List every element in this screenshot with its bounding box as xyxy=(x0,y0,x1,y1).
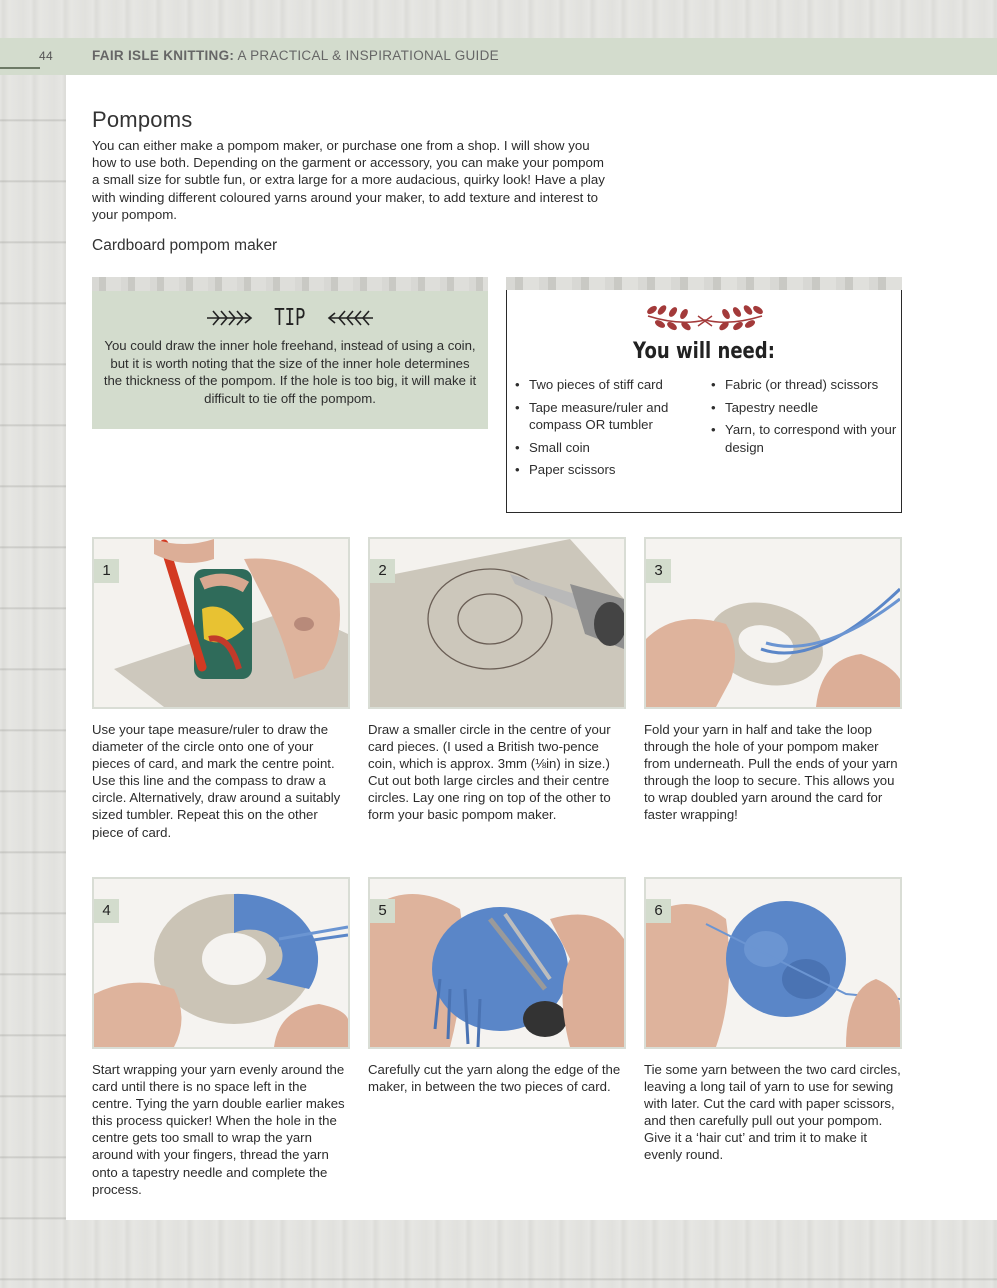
step-3-photo xyxy=(644,537,902,709)
step-6-illustration xyxy=(646,879,900,1047)
need-item: • Tape measure/ruler and compass OR tumbler xyxy=(515,399,700,434)
step-1-text: Use your tape measure/ruler to draw the diameter of the circle onto one of your pieces of card, and mark the centre point. Use this line and the compass to draw a circle. Alternatively, draw around a suitably sized tumbler. Repeat this on the other piece of card. xyxy=(92,722,341,840)
subsection-title: Cardboard pompom maker xyxy=(92,237,278,254)
step-number: 4 xyxy=(94,899,119,923)
step-4-text: Start wrapping your yarn evenly around the card until there is no space left in the centre. Tying the yarn double earlier makes this process quicker! When the hole in the centre gets too small to wrap the yarn around with your fingers, thread the yarn onto a tapestry needle and complete the process. xyxy=(92,1062,345,1197)
step-2-text: Draw a smaller circle in the centre of your card pieces. (I used a British two-pence coin, which is approx. 3mm (⅛in) in size.) Cut out both large circles and their centre circles. Lay one ring on top of the other to form your basic pompom maker. xyxy=(368,722,611,823)
running-title xyxy=(92,48,499,63)
arrow-right-icon xyxy=(327,308,375,328)
step-number: 2 xyxy=(370,559,395,583)
step-5-illustration xyxy=(370,879,624,1047)
need-list-left xyxy=(515,376,700,484)
step-number: 3 xyxy=(646,559,671,583)
running-title-bold: FAIR ISLE KNITTING: xyxy=(92,48,235,63)
step-1-illustration xyxy=(94,539,348,707)
tip-wood-strip xyxy=(92,277,488,291)
step-number: 5 xyxy=(370,899,395,923)
step-2-photo xyxy=(368,537,626,709)
step-6-text: Tie some yarn between the two card circles, leaving a long tail of yarn to use for sewing with later. Cut the card with paper scissors, and then carefully pull out your pompom. Give it a ‘hair cut’ and trim it to make it evenly round. xyxy=(644,1062,901,1163)
intro-paragraph: You can either make a pompom maker, or purchase one from a shop. I will show you how to use both. Depending on the garment or accessory, you can make your pompom a small size for subtle fun, or extra large for a more audacious, quirky look! Have a play with winding different coloured yarns around your maker, to add texture and interest to your pompom. xyxy=(92,138,605,222)
tip-label: TIP xyxy=(274,305,306,331)
need-item: • Yarn, to correspond with your design xyxy=(711,421,901,456)
you-will-need-title: You will need: xyxy=(633,339,775,364)
step-number: 1 xyxy=(94,559,119,583)
need-item: • Paper scissors xyxy=(515,461,700,479)
step-5-photo xyxy=(368,877,626,1049)
step-4-photo xyxy=(92,877,350,1049)
header-rule xyxy=(0,67,40,69)
step-6-photo xyxy=(644,877,902,1049)
need-item: • Tapestry needle xyxy=(711,399,901,417)
step-2-illustration xyxy=(370,539,624,707)
arrow-left-icon xyxy=(205,308,253,328)
tip-heading xyxy=(112,302,468,334)
need-item: • Small coin xyxy=(515,439,700,457)
page-number: 44 xyxy=(39,49,53,63)
step-3-text: Fold your yarn in half and take the loop through the hole of your pompom maker from underneath. Pull the ends of your yarn through the loop to secure. This allows you to wrap doubled yarn around the card for faster wrapping! xyxy=(644,722,898,823)
laurel-ornament-icon xyxy=(640,298,770,332)
need-item: • Two pieces of stiff card xyxy=(515,376,700,394)
step-1-photo xyxy=(92,537,350,709)
tip-text: You could draw the inner hole freehand, instead of using a coin, but it is worth noting that the size of the inner hole determines the thickness of the pompom. If the hole is too big, it will make it difficult to tie off the pompom. xyxy=(103,338,477,406)
section-title: Pompoms xyxy=(92,107,193,132)
step-3-illustration xyxy=(646,539,900,707)
step-number: 6 xyxy=(646,899,671,923)
need-item: • Fabric (or thread) scissors xyxy=(711,376,901,394)
running-title-rest: A PRACTICAL & INSPIRATIONAL GUIDE xyxy=(234,48,499,63)
need-list-right xyxy=(711,376,901,461)
need-wood-strip xyxy=(506,277,902,291)
step-4-illustration xyxy=(94,879,348,1047)
step-5-text: Carefully cut the yarn along the edge of the maker, in between the two pieces of card. xyxy=(368,1062,621,1095)
